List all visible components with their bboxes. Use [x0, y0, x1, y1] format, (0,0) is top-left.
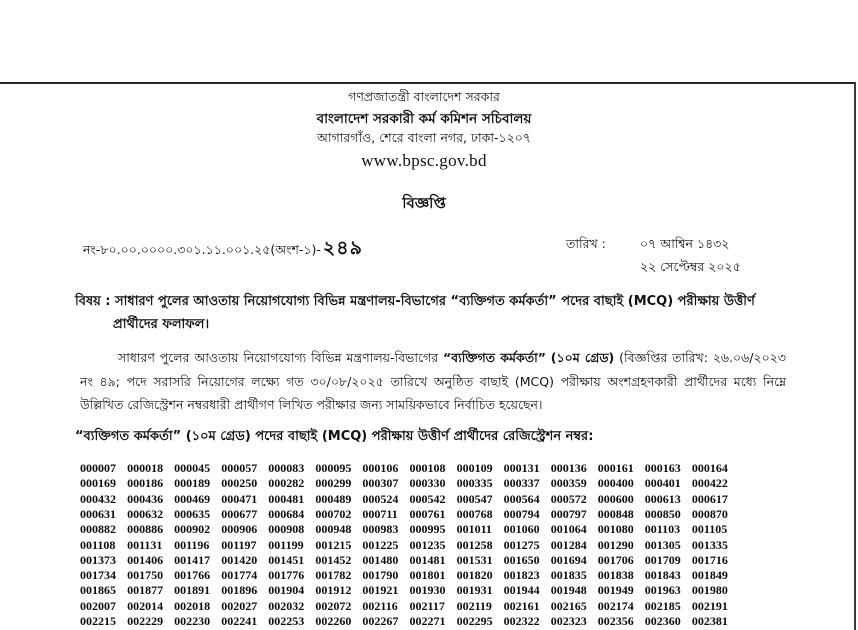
registration-number: 001930: [409, 583, 446, 598]
registration-number: 001417: [174, 552, 211, 567]
registration-number: 002018: [174, 598, 211, 613]
registration-number: 001766: [174, 568, 211, 583]
registration-number: 002032: [268, 598, 305, 613]
registration-number: 001896: [221, 583, 258, 598]
registration-number: 000422: [691, 476, 728, 491]
registration-number: 000489: [315, 491, 352, 506]
registration-number: 000886: [127, 522, 164, 537]
registration-number: 001949: [597, 583, 634, 598]
registration-number: 000164: [691, 461, 728, 475]
registration-number: 001835: [550, 568, 587, 583]
registration-number: 000083: [268, 461, 305, 475]
registration-number: 001197: [221, 537, 257, 552]
registration-number: 001904: [268, 583, 305, 598]
registration-number: 000007: [80, 461, 116, 475]
registration-number: 001481: [409, 552, 446, 567]
notice-title: বিজ্ঞপ্তি: [402, 194, 446, 212]
registration-number: 000469: [174, 491, 211, 506]
registration-number: 000330: [409, 476, 446, 491]
body-text-details: (বিজ্ঞপ্তির তারিখ: ২৬.০৬/২০২৩ নং ৪৯; পদে সরাসরি নিয়োগের লক্ষ্যে গত ৩০/০৮/২০২৫ তারিখে অনুষ্ঠিত বাছাই (MCQ) পরীক্ষায় অংশগ্রহণকারী প্রার্থীদের মধ্যে নিম্নে উল্লিখিত রেজিস্ট্রেশন নম্বরধারী প্রার্থীগণ লিখিত পরীক্ষার জন্য সাময়িকভাবে নির্বাচিত হয়েছেন।: [80, 350, 787, 412]
registration-number: 000600: [597, 491, 634, 506]
registration-number: 000906: [221, 522, 258, 537]
registration-number: 000524: [362, 491, 399, 506]
registration-number: 001709: [644, 552, 681, 567]
registration-number: 000572: [550, 491, 587, 506]
registration-number: 000848: [597, 506, 634, 521]
registration-number: 001108: [80, 537, 116, 552]
registration-number: 001801: [409, 568, 446, 583]
registration-number: 002174: [597, 598, 634, 613]
registration-number: 001480: [362, 552, 399, 567]
registration-number: 000282: [268, 476, 305, 491]
registration-number: 001373: [80, 552, 116, 567]
registration-number: 001877: [127, 583, 164, 598]
registration-number: 001196: [174, 537, 210, 552]
registration-number: 001774: [221, 568, 258, 583]
registration-number: 001080: [597, 522, 634, 537]
registration-number: 001420: [221, 552, 258, 567]
reference-number: [83, 234, 363, 266]
registration-number: 002191: [691, 598, 728, 613]
subject-line: [75, 290, 787, 336]
registration-number: 002271: [409, 614, 446, 628]
registration-number: 002007: [80, 598, 116, 613]
registration-number: 002295: [456, 614, 493, 628]
post-name: “ব্যক্তিগত কর্মকর্তা”: [442, 350, 546, 365]
registration-number: 002360: [644, 614, 681, 628]
registration-number: 001290: [597, 537, 634, 552]
office-address: আগারগাঁও, শেরে বাংলা নগর, ঢাকা-১২০৭: [317, 130, 531, 145]
registration-number: 002014: [127, 598, 164, 613]
date-bengali: ০৭ আশ্বিন ১৪৩২: [640, 236, 730, 251]
registration-number: 001823: [503, 568, 540, 583]
registration-number: 000948: [315, 522, 352, 537]
registration-number: 000631: [80, 506, 116, 521]
right-border-line: [854, 82, 856, 630]
registration-number: 001650: [503, 552, 540, 567]
registration-number: 001790: [362, 568, 399, 583]
registration-number: 000995: [409, 522, 446, 537]
registration-number: 001275: [503, 537, 540, 552]
government-name: গণপ্রজাতন্ত্রী বাংলাদেশ সরকার: [348, 89, 500, 104]
registration-number: 002117: [409, 598, 445, 613]
commission-name: বাংলাদেশ সরকারী কর্ম কমিশন সচিবালয়: [316, 111, 532, 127]
registration-number: 001064: [550, 522, 587, 537]
registration-number: 001820: [456, 568, 493, 583]
registration-number: 000057: [221, 461, 258, 475]
registration-number: 002165: [550, 598, 587, 613]
registration-number: 000635: [174, 506, 211, 521]
registration-number: 000850: [644, 506, 681, 521]
registration-number: 001305: [644, 537, 681, 552]
registration-number: 000131: [503, 461, 540, 475]
registration-number: 000359: [550, 476, 587, 491]
registration-number: 002229: [127, 614, 164, 628]
registration-number: 002260: [315, 614, 352, 628]
registration-number: 000299: [315, 476, 352, 491]
registration-number: 002267: [362, 614, 399, 628]
registration-number: 002119: [456, 598, 492, 613]
registration-number: 001060: [503, 522, 540, 537]
registration-number: 001782: [315, 568, 352, 583]
registration-number: 002323: [550, 614, 587, 628]
reference-memo: নং-৮০.০০.০০০০.৩০১.১১.০০১.২৫(অংশ-১)-: [83, 242, 321, 257]
registration-number: 002116: [362, 598, 398, 613]
post-grade: (১০ম গ্রেড): [550, 350, 615, 365]
date-gregorian: ২২ সেপ্টেম্বর ২০২৫: [640, 259, 741, 274]
registration-number: 000108: [409, 461, 446, 475]
registration-number: 000870: [691, 506, 728, 521]
subject-label: বিষয় :: [75, 294, 111, 309]
registration-number: 001921: [362, 583, 399, 598]
registration-number: 000109: [456, 461, 493, 475]
registration-number: 002072: [315, 598, 352, 613]
registration-number: 000794: [503, 506, 540, 521]
registration-number: 001103: [644, 522, 681, 537]
body-paragraph: [80, 346, 786, 417]
reference-serial: ২৪৯: [322, 237, 363, 259]
registration-number: 001335: [691, 537, 728, 552]
registration-number: 001225: [362, 537, 399, 552]
registration-number: 001452: [315, 552, 352, 567]
registration-number: 001215: [315, 537, 352, 552]
registration-number: 001011: [456, 522, 492, 537]
registration-number: 000882: [80, 522, 116, 537]
registration-number: 000095: [315, 461, 352, 475]
registration-number: 000432: [80, 491, 116, 506]
registration-number: 000902: [174, 522, 211, 537]
registration-number: 001891: [174, 583, 211, 598]
registration-number: 001199: [268, 537, 304, 552]
registration-number: 000189: [174, 476, 211, 491]
registration-number: 002230: [174, 614, 211, 628]
subject-text: সাধারণ পুলের আওতায় নিয়োগযোগ্য বিভিন্ন মন্ত্রণালয়-বিভাগের “ব্যক্তিগত কর্মকর্তা” পদের বাছাই (MCQ) পরীক্ষায় উত্তীর্ণ প্রার্থীদের ফলাফল।: [113, 294, 755, 332]
registration-number: 000547: [456, 491, 493, 506]
registration-number: 000542: [409, 491, 446, 506]
registration-number: 001843: [644, 568, 681, 583]
registration-number: 001531: [456, 552, 493, 567]
registration-number: 001734: [80, 568, 116, 583]
registration-number: 000250: [221, 476, 258, 491]
registration-number: 000163: [644, 461, 681, 475]
registration-number: 001838: [597, 568, 634, 583]
registration-number: 002027: [221, 598, 258, 613]
registration-number: 000564: [503, 491, 540, 506]
registration-number: 001105: [691, 522, 728, 537]
registration-number: 000161: [597, 461, 634, 475]
registration-number: 001963: [644, 583, 681, 598]
registration-number: 001694: [550, 552, 587, 567]
registration-number: 000983: [362, 522, 399, 537]
registration-number: 001865: [80, 583, 116, 598]
registration-number: 001716: [691, 552, 728, 567]
registration-number: 000908: [268, 522, 305, 537]
registration-number: 000797: [550, 506, 587, 521]
registration-number: 000106: [362, 461, 399, 475]
top-border-line: [0, 82, 856, 84]
registration-number: 002241: [221, 614, 258, 628]
website-address: www.bpsc.gov.bd: [361, 151, 487, 170]
registration-number: 000677: [221, 506, 258, 521]
registration-number: 000613: [644, 491, 681, 506]
registration-number: 001258: [456, 537, 493, 552]
registration-number: 001750: [127, 568, 164, 583]
registration-number: 000768: [456, 506, 493, 521]
registration-number: 000136: [550, 461, 587, 475]
registration-number: 001931: [456, 583, 493, 598]
registration-number: 000401: [644, 476, 681, 491]
registration-number: 000045: [174, 461, 211, 475]
registration-number: 001948: [550, 583, 587, 598]
registration-number: 002161: [503, 598, 540, 613]
registration-number: 001131: [127, 537, 163, 552]
registration-number: 000702: [315, 506, 352, 521]
registration-number: 001406: [127, 552, 164, 567]
registration-number: 000481: [268, 491, 305, 506]
registration-number: 001980: [691, 583, 728, 598]
registration-number: 000337: [503, 476, 540, 491]
registration-number: 002381: [691, 614, 728, 628]
registration-number: 002356: [597, 614, 634, 628]
registration-number: 002185: [644, 598, 681, 613]
registration-number: 000617: [691, 491, 728, 506]
registration-number: 000684: [268, 506, 305, 521]
registration-number: 000018: [127, 461, 164, 475]
registration-number: 001235: [409, 537, 446, 552]
registration-number: 001944: [503, 583, 540, 598]
body-text-intro: সাধারণ পুলের আওতায় নিয়োগযোগ্য বিভিন্ন মন্ত্রণালয়-বিভাগের: [118, 350, 443, 365]
registration-number: 000335: [456, 476, 493, 491]
registration-number: 000186: [127, 476, 164, 491]
registration-number: 000471: [221, 491, 258, 506]
registration-number: 000632: [127, 506, 164, 521]
registration-number: 002253: [268, 614, 305, 628]
registration-number: 000307: [362, 476, 399, 491]
registration-number: 001849: [691, 568, 728, 583]
registration-number: 001912: [315, 583, 352, 598]
registration-number: 000169: [80, 476, 116, 491]
registration-number: 000761: [409, 506, 446, 521]
registration-number: 002322: [503, 614, 540, 628]
registration-number: 000711: [362, 506, 398, 521]
registration-number: 000436: [127, 491, 164, 506]
registration-number: 001284: [550, 537, 587, 552]
registration-number: 001451: [268, 552, 305, 567]
registration-number: 001776: [268, 568, 305, 583]
registration-number: 002215: [80, 614, 116, 628]
registration-number: 001706: [597, 552, 634, 567]
registration-list-heading: “ব্যক্তিগত কর্মকর্তা” (১০ম গ্রেড) পদের বাছাই (MCQ) পরীক্ষায় উত্তীর্ণ প্রার্থীদের রেজিস্ট্রেশন নম্বর:: [75, 429, 594, 444]
date-label: তারিখ :: [566, 236, 606, 251]
registration-number: 000400: [597, 476, 634, 491]
